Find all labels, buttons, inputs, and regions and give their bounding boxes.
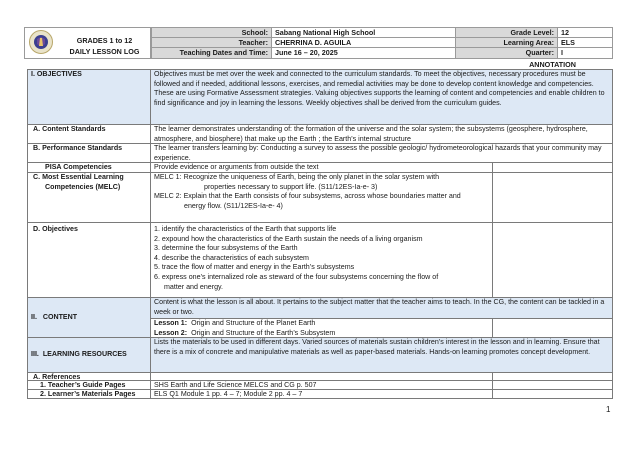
- melc-2: MELC 2: Explain that the Earth consists of four subsystems, across whose boundaries matter and: [154, 192, 461, 201]
- melc-label: [27, 172, 151, 223]
- content-description: Content is what the lesson is all about. It pertains to the subject matter that the teacher aims to teach. In the CG, the content can be tackled in a week or two.: [150, 297, 613, 319]
- grade-level-label: Grade Level:: [455, 27, 558, 38]
- objective-item: 2. expound how the characteristics of the Earth sustain the needs of a living organism: [154, 234, 423, 243]
- annotation-header: ANNOTATION: [529, 60, 576, 69]
- teacher-value: CHERRINA D. AGUILA: [271, 37, 456, 48]
- melc-label-line1: C. Most Essential Learning: [33, 173, 124, 181]
- grade-level-value: 12: [557, 27, 613, 38]
- school-value: Sabang National High School: [271, 27, 456, 38]
- teachers-guide-value: SHS Earth and Life Science MELCS and CG p. 507: [150, 380, 493, 390]
- content-label: [27, 297, 151, 338]
- teacher-label: Teacher:: [151, 37, 272, 48]
- header-title-line1: GRADES 1 to 12: [76, 36, 133, 45]
- page-number: 1: [606, 405, 611, 414]
- objectives-label: I. OBJECTIVES: [27, 69, 151, 125]
- content-label-text: II. CONTENT: [31, 312, 78, 321]
- learning-resources-description: Lists the materials to be used in different days. Varied sources of materials sustain children’s interest in the lesson and in learning. Ensure that there is a mix of concrete and manipulative materials as well as paper-based materials. Hands-on learning promotes concept development.: [150, 337, 613, 373]
- melc-label-line2: Competencies (MELC): [45, 182, 121, 191]
- learning-area-label: Learning Area:: [455, 37, 558, 48]
- performance-standards-label: B. Performance Standards: [27, 143, 151, 163]
- melc-text: [150, 172, 493, 223]
- d-objectives-label: D. Objectives: [27, 222, 151, 298]
- melc-1: MELC 1: Recognize the uniqueness of Earth, being the only planet in the solar system with: [154, 173, 440, 181]
- melc-2-cont: energy flow. (S11/12ES-Ia-e- 4): [184, 201, 283, 210]
- learning-area-value: ELS: [557, 37, 613, 48]
- learners-materials-value: ELS Q1 Module 1 pp. 4 – 7; Module 2 pp. 4 – 7: [150, 389, 493, 399]
- objective-item-cont: matter and energy.: [164, 282, 224, 291]
- school-label: School:: [151, 27, 272, 38]
- quarter-label: Quarter:: [455, 47, 558, 59]
- learners-materials-annotation: [492, 389, 613, 399]
- references-label: A. References: [27, 372, 151, 381]
- melc-1-cont: properties necessary to support life. (S11/12ES-Ia-e- 3): [204, 182, 378, 191]
- objective-item: 4. describe the characteristics of each subsystem: [154, 253, 309, 262]
- content-standards-label: A. Content Standards: [27, 124, 151, 144]
- quarter-value: I: [557, 47, 613, 59]
- objectives-description: Objectives must be met over the week and connected to the curriculum standards. To meet the objectives, necessary procedures must be followed and if needed, additional lessons, exercises, and remedial activities may be done to develop content knowledge and competencies. These are using Formative Assessment strategies. Valuing objectives supports the learning of content and competencies and enable children to find significance and joy in learning the lessons. Weekly objectives shall be derived from the curriculum guides.: [150, 69, 613, 125]
- header-title-line2: DAILY LESSON LOG: [69, 47, 140, 56]
- learners-materials-label: 2. Learner’s Materials Pages: [27, 389, 151, 399]
- pisa-label: PISA Competencies: [27, 162, 151, 173]
- header-title-box: [24, 27, 151, 59]
- content-annotation: [492, 318, 613, 338]
- pisa-text: Provide evidence or arguments from outside the text: [150, 162, 493, 173]
- content-standards-text: The learner demonstrates understanding of: the formation of the universe and the solar system; the subsystems (geosphere, hydrosphere, atmosphere, and biosphere) that make up the Earth ; the Earth’s internal structure: [150, 124, 613, 144]
- d-objectives-annotation: [492, 222, 613, 298]
- lesson-1: [154, 319, 489, 329]
- dates-label: Teaching Dates and Time:: [151, 47, 272, 59]
- objective-item: 3. determine the four subsystems of the Earth: [154, 244, 298, 253]
- lesson-1-title: Origin and Structure of the Planet Earth: [191, 319, 316, 327]
- d-objectives-list: [150, 222, 493, 298]
- content-lessons: [150, 318, 493, 338]
- lesson-1-label: Lesson 1:: [154, 319, 188, 327]
- learning-resources-label: [27, 337, 151, 373]
- teachers-guide-label: 1. Teacher’s Guide Pages: [27, 380, 151, 390]
- dates-value: June 16 – 20, 2025: [271, 47, 456, 59]
- objective-item: 5. trace the flow of matter and energy in the Earth’s subsystems: [154, 263, 355, 272]
- lesson-2-title: Origin and Structure of the Earth’s Subsystem: [191, 328, 336, 337]
- objective-item: 6. express one’s internalized role as steward of the four subsystems concerning the flow of: [154, 272, 439, 281]
- melc-annotation: [492, 172, 613, 223]
- deped-seal-icon: [29, 30, 53, 54]
- learning-resources-label-text: III. LEARNING RESOURCES: [31, 350, 127, 359]
- lesson-2-label: Lesson 2:: [154, 328, 188, 337]
- performance-standards-text: The learner transfers learning by: Conducting a survey to assess the possible geologic/ hydrometeorological hazards that your community may experience.: [150, 143, 613, 163]
- objective-item: 1. identify the characteristics of the Earth that supports life: [154, 225, 337, 233]
